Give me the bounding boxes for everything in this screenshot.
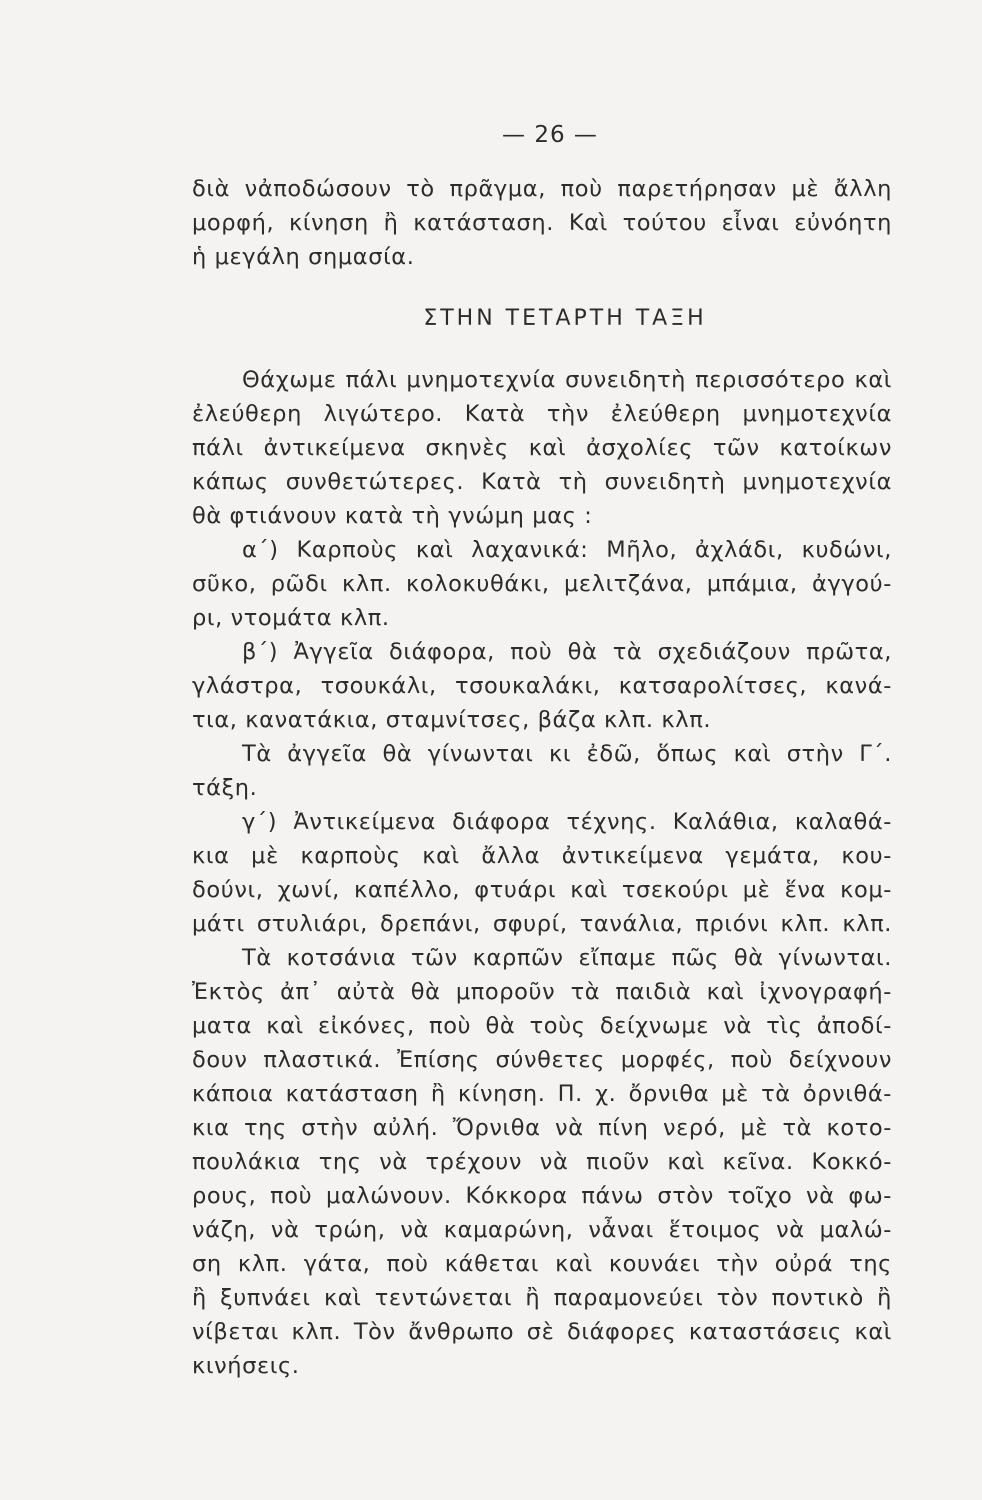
text-line: δουν πλαστικά. Ἐπίσης σύνθετες μορφές, ποὺ δείχνουν	[192, 1047, 892, 1073]
text-line: σῦκο, ρῶδι κλπ. κολοκυθάκι, μελιτζάνα, μπάμια, ἀγγού-	[192, 571, 892, 597]
text-line: Τὰ ἀγγεῖα θὰ γίνωνται κι ἐδῶ, ὅπως καὶ στὴν Γ΄.	[242, 741, 892, 767]
text-line: πάλι ἀντικείμενα σκηνὲς καὶ ἀσχολίες τῶν κατοίκων	[192, 435, 892, 461]
text-line: κάπως συνθετώτερες. Κατὰ τὴ συνειδητὴ μνημοτεχνία	[192, 469, 892, 495]
text-line: κια μὲ καρποὺς καὶ ἄλλα ἀντικείμενα γεμάτα, κου-	[192, 843, 892, 869]
text-line: ἢ ξυπνάει καὶ τεντώνεται ἢ παραμονεύει τὸν ποντικὸ ἢ	[192, 1285, 892, 1311]
text-line: Θάχωμε πάλι μνημοτεχνία συνειδητὴ περισσότερο καὶ	[242, 367, 892, 393]
text-line: μορφή, κίνηση ἢ κατάσταση. Καὶ τούτου εἶναι εὐνόητη	[192, 210, 892, 236]
text-line: θὰ φτιάνουν κατὰ τὴ γνώμη μας :	[192, 503, 593, 529]
section-body	[192, 363, 892, 1383]
text-line: γλάστρα, τσουκάλι, τσουκαλάκι, κατσαρολίτσες, κανά-	[192, 673, 892, 699]
text-line: ρι, ντομάτα κλπ.	[192, 605, 390, 631]
text-line: β΄) Ἀγγεῖα διάφορα, ποὺ θὰ τὰ σχεδιάζουν πρῶτα,	[242, 639, 892, 665]
text-line: πουλάκια της νὰ τρέχουν νὰ πιοῦν καὶ κεῖνα. Κοκκό-	[192, 1149, 892, 1175]
text-line: κια της στὴν αὐλή. Ὄρνιθα νὰ πίνη νερό, μὲ τὰ κοτο-	[192, 1115, 892, 1141]
text-line: ἡ μεγάλη σημασία.	[192, 244, 415, 270]
text-line: κάποια κατάσταση ἢ κίνηση. Π. χ. ὄρνιθα μὲ τὰ ὀρνιθά-	[192, 1081, 892, 1107]
text-line: ματα καὶ εἰκόνες, ποὺ θὰ τοὺς δείχνωμε νὰ τὶς ἀποδί-	[192, 1013, 892, 1039]
text-line: τάξη.	[192, 775, 258, 801]
text-line: Τὰ κοτσάνια τῶν καρπῶν εἴπαμε πῶς θὰ γίνωνται.	[242, 945, 892, 971]
text-line: ρους, ποὺ μαλώνουν. Κόκκορα πάνω στὸν τοῖχο νὰ φω-	[192, 1183, 892, 1209]
text-line: μάτι στυλιάρι, δρεπάνι, σφυρί, τανάλια, πριόνι κλπ. κλπ.	[192, 911, 892, 937]
text-line: δούνι, χωνί, καπέλλο, φτυάρι καὶ τσεκούρι μὲ ἕνα κομ-	[192, 877, 892, 903]
text-line: νίβεται κλπ. Τὸν ἄνθρωπο σὲ διάφορες καταστάσεις καὶ	[192, 1319, 892, 1345]
text-line: νάζη, νὰ τρώη, νὰ καμαρώνη, νἆναι ἕτοιμος νὰ μαλώ-	[192, 1217, 892, 1243]
section-heading: ΣΤΗΝ ΤΕΤΑΡΤΗ ΤΑΞΗ	[423, 306, 707, 331]
text-line: γ΄) Ἀντικείμενα διάφορα τέχνης. Καλάθια, καλαθά-	[242, 809, 892, 835]
text-line: διὰ νἀποδώσουν τὸ πρᾶγμα, ποὺ παρετήρησαν μὲ ἄλλη	[192, 176, 892, 202]
text-line: Ἐκτὸς ἀπ᾽ αὐτὰ θὰ μποροῦν τὰ παιδιὰ καὶ ἰχνογραφή-	[192, 979, 892, 1005]
text-line: τια, κανατάκια, σταμνίτσες, βάζα κλπ. κλπ.	[192, 707, 712, 733]
text-line: α΄) Καρποὺς καὶ λαχανικά: Μῆλο, ἀχλάδι, κυδώνι,	[242, 537, 892, 563]
text-line: κινήσεις.	[192, 1353, 300, 1379]
page-number: — 26 —	[502, 122, 598, 148]
text-line: ση κλπ. γάτα, ποὺ κάθεται καὶ κουνάει τὴν οὐρά της	[192, 1251, 892, 1277]
text-line: ἐλεύθερη λιγώτερο. Κατὰ τὴν ἐλεύθερη μνημοτεχνία	[192, 401, 892, 427]
intro-paragraph	[192, 172, 892, 274]
